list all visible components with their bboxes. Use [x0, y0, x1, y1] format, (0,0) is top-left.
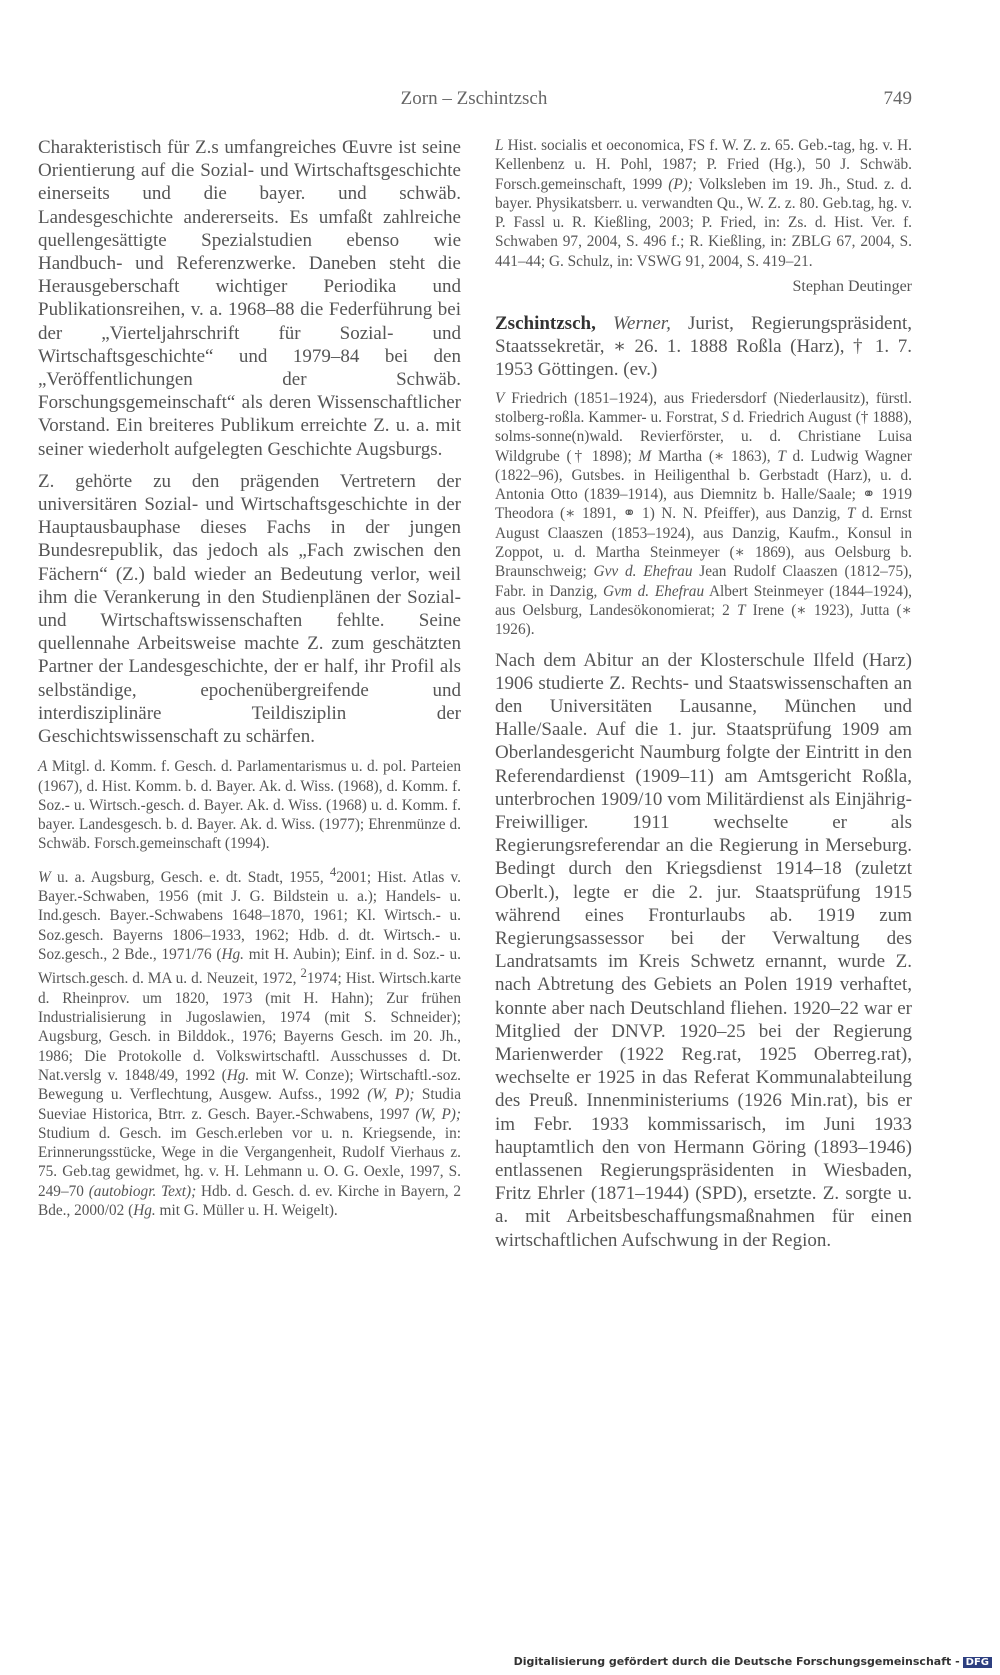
right-column	[495, 136, 912, 1261]
digitization-footer	[514, 1655, 992, 1668]
entry-given-name: Werner,	[595, 313, 671, 335]
paragraph-career: Nach dem Abitur an der Klosterschule Ilfeld (Harz) 1906 studierte Z. Rechts- und Staatswissenschaften an den Universitäten Lausanne, München und Halle/Saale. Auf die 1. jur. Staatsprüfung 1909 am Oberlandesgericht Naumburg folgte der Eintritt in den Referendardienst (1909–11) am Amtsgericht Roßla, unterbrochen 1909/10 vom Militärdienst als Einjährig-Freiwilliger. 1911 wechselte er als Regierungsreferendar an die Regierung in Merseburg. Bedingt durch den Kriegsdienst 1914–18 (zuletzt Oberlt.), legte er die 2. jur. Staatsprüfung 1915 während eines Fronturlaubs ab. 1919 zum Regierungsassessor bei der Verwaltung des Landratsamts im Kreis Schwetz ernannt, wurde Z. nach Abtretung des Gebiets an Polen 1919 verhaftet, konnte aber nach Deutschland fliehen. 1920–22 war er Mitglied der DNVP. 1920–25 bei der Regierung Marienwerder (1922 Reg.rat, 1925 Oberreg.rat), wechselte er 1925 in das Referat Kommunalabteilung des Preuß. Innenministeriums (1926 Min.rat), bis er im Febr. 1933 kommissarisch, im Juni 1933 hauptamtlich den von Hermann Göring (1893–1946) entlassenen Regierungspräsidenten in Wiesbaden, Fritz Ehrler (1871–1944) (SPD), ersetzte. Z. sorgte u. a. mit Arbeitsbeschaffungsmaßnahmen für einen wirtschaftlichen Aufschwung in der Region.	[495, 649, 912, 1251]
left-column	[38, 136, 461, 1229]
section-v-family: V Friedrich (1851–1924), aus Friedersdorf (Niederlausitz), fürstl. stolberg-roßla. Kammer- u. Forstrat, S d. Friedrich August († 1888), solms-sonne(n)wald. Revierförster, u. d. Christiane Luisa Wildgrube († 1898); M Martha (∗ 1863), T d. Ludwig Wagner (1822–96), Gutsbes. in Heiligenthal b. Gerbstadt (Harz), u. d. Antonia Otto (1839–1914), aus Diemnitz b. Halle/Saale; ⚭ 1919 Theodora (∗ 1891, ⚭ 1) N. N. Pfeiffer), aus Danzig, T d. Ernst August Claaszen (1853–1924), aus Danzig, Kaufm., Konsul in Zoppot, u. d. Martha Steinmeyer (∗ 1869), aus Oelsburg b. Braunschweig; Gvv d. Ehefrau Jean Rudolf Claaszen (1812–75), Fabr. in Danzig, Gvm d. Ehefrau Albert Steinmeyer (1844–1924), aus Oelsburg, Landesökonomierat; 2 T Irene (∗ 1923), Jutta (∗ 1926).	[495, 389, 913, 639]
running-head: Zorn – Zschintzsch	[400, 88, 548, 109]
section-label-w: W	[38, 868, 51, 886]
section-label-a: A	[38, 758, 48, 776]
paragraph-oeuvre: Charakteristisch für Z.s umfangreiches Œuvre ist seine Orientierung auf die Sozial- und Wirtschaftsgeschichte einerseits und die bayer. und schwäb. Landesgeschichte andererseits. Es umfaßt zahlreiche quellengesättigte Spezialstudien ebenso wie Handbuch- und Referenzwerke. Daneben steht die Herausgeberschaft wichtiger Periodika und Publikationsreihen, v. a. 1968–88 die Federführung bei der „Vierteljahrschrift für Sozial- und Wirtschaftsgeschichte“ und 1979–84 bei den „Veröffentlichungen der Schwäb. Forschungsgemeinschaft“ als deren Wissenschaftlicher Vorstand. Ein breiteres Publikum erreichte Z. u. a. mit seiner wiederholt aufgelegten Geschichte Augsburgs.	[38, 137, 461, 460]
section-w-works: W u. a. Augsburg, Gesch. e. dt. Stadt, 1955, $^4$2001; Hist. Atlas v. Bayer.-Schwaben, 1956 (mit J. G. Bildstein u. a.); Handels- u. Ind.gesch. Bayer.-Schwabens 1648–1870, 1961; Kl. Wirtsch.- u. Soz.gesch. Bayerns 1806–1933, 1962; Hdb. d. dt. Wirtsch.- u. Soz.gesch., 2 Bde., 1971/76 (Hg. mit H. Aubin); Einf. in d. Soz.- u. Wirtsch.gesch. d. MA u. d. Neuzeit, 1972, $^2$1974; Hist. Wirtsch.karte d. Rheinprov. um 1820, 1973 (mit H. Hahn); Zur frühen Industrialisierung in Jugoslawien, 1974 (mit S. Schneider); Augsburg, Gesch. in Bilddok., 1976; Bayerns Gesch. im 20. Jh., 1986; Die Protokolle d. Volkswirtschaftl. Ausschusses d. Dt. Nat.verslg v. 1848/49, 1992 (Hg. mit W. Conze); Wirtschaftl.-soz. Bewegung u. Verflechtung, Ausgew. Aufss., 1992 (W, P); Studia Sueviae Historica, Btrr. z. Gesch. Bayer.-Schwabens, 1997 (W, P); Studium d. Gesch. im Gesch.erleben vor u. n. Kriegsende, in: Erinnerungsstücke, Wege in die Vergangenheit, Rudolf Vierhaus z. 75. Geb.tag gewidmet, hg. v. H. Lehmann u. O. G. Oexle, 1997, S. 249–70 (autobiogr. Text); Hdb. d. Gesch. d. ev. Kirche in Bayern, 2 Bde., 2000/02 (Hg. mit G. Müller u. H. Weigelt).	[38, 864, 462, 1219]
page-header	[36, 88, 912, 118]
page-number: 749	[883, 88, 912, 109]
paragraph-significance: Z. gehörte zu den prägenden Vertretern der universitären Sozial- und Wirtschaftsgeschichte in der Hauptausbauphase dieses Fachs in der jungen Bundesrepublik, das jedoch als „Fach zwischen den Fächern“ (Z.) bald wieder an Bedeutung verlor, weil ihm die Verankerung in den Studienplänen der Sozial- und Wirtschaftswissenschaften fehlte. Seine quellennahe Arbeitsweise machte Z. zum geschätzten Partner der Landesgeschichte, der er half, ihr Profil als selbständige, epochenübergreifende und interdisziplinäre Teildisziplin der Geschichtswissenschaft zu schärfen.	[38, 470, 461, 748]
author-signature: Stephan Deutinger	[792, 278, 912, 296]
entry-heading: Zschintzsch, Werner, Jurist, Regierungspräsident, Staatssekretär, ∗ 26. 1. 1888 Roßla (Harz), † 1. 7. 1953 Göttingen. (ev.)	[495, 313, 912, 381]
dfg-logo: DFG	[963, 1657, 992, 1668]
footer-text: Digitalisierung gefördert durch die Deutsche Forschungsgemeinschaft -	[513, 1655, 960, 1668]
section-label-l: L	[495, 137, 504, 154]
section-a-memberships: A Mitgl. d. Komm. f. Gesch. d. Parlamentarismus u. d. pol. Parteien (1967), d. Hist. Komm. b. d. Bayer. Ak. d. Wiss. (1968), d. Komm. f. Soz.- u. Wirtsch.-gesch. d. Bayer. Ak. d. Wiss. (1968) u. d. Komm. f. bayer. Landesgesch. b. d. Bayer. Ak. d. Wiss. (1977); Ehrenmünze d. Schwäb. Forsch.gemeinschaft (1994).	[38, 758, 461, 853]
section-label-v: V	[495, 389, 505, 407]
section-l-literature: L Hist. socialis et oeconomica, FS f. W. Z. z. 65. Geb.-tag, hg. v. H. Kellenbenz u. H. Pohl, 1987; P. Fried (Hg.), 50 J. Schwäb. Forsch.gemeinschaft, 1999 (P); Volksleben im 19. Jh., Stud. z. d. bayer. Physikatsberr. u. verwandten Qu., W. Z. z. 80. Geb.tag, hg. v. P. Fassl u. R. Kießling, 2003; P. Fried, in: Zs. d. Hist. Ver. f. Schwaben 97, 2004, S. 496 f.; R. Kießling, in: ZBLG 67, 2004, S. 441–44; G. Schulz, in: VSWG 91, 2004, S. 419–21.	[495, 137, 912, 270]
entry-surname: Zschintzsch,	[495, 313, 596, 335]
